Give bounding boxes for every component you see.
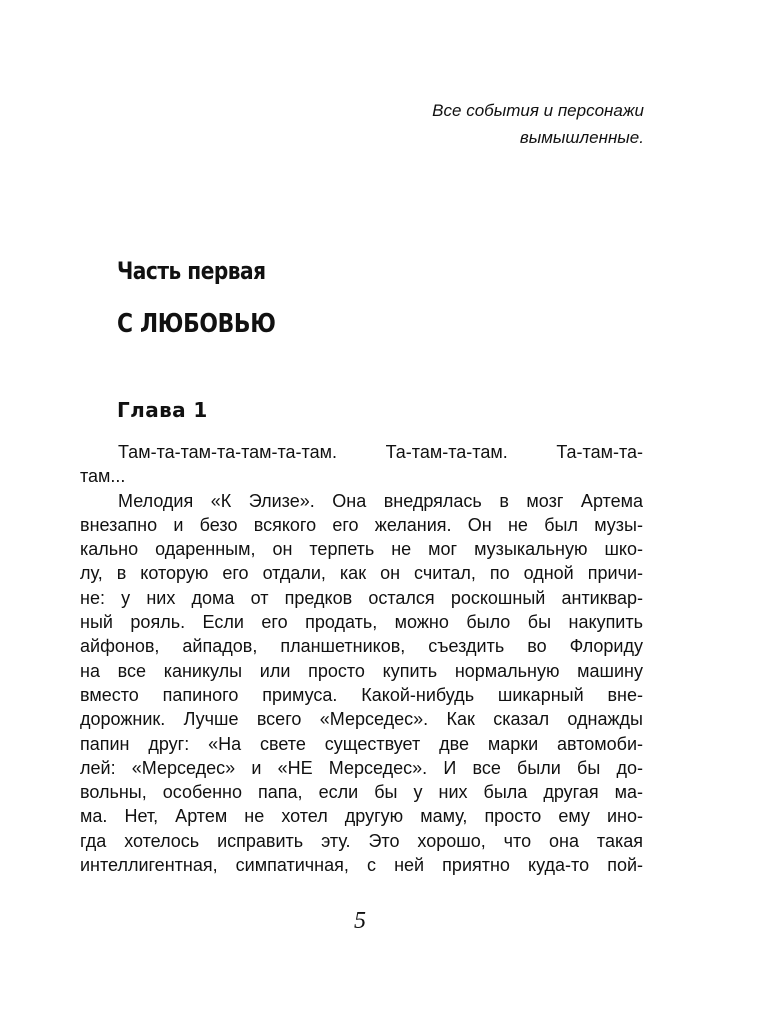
part-subtitle: С ЛЮБОВЬЮ <box>117 309 276 339</box>
text-line: Мелодия «К Элизе». Она внедрялась в мозг Артема <box>118 490 643 511</box>
part-title: Часть первая <box>117 257 266 285</box>
text-line: лу, в которую его отдали, как он считал, по одной причи- <box>80 563 643 584</box>
disclaimer-line-2: вымышленные. <box>519 128 644 147</box>
text-line: ный рояль. Если его продать, можно было бы накупить <box>80 612 643 633</box>
disclaimer-line-1: Все события и персонажи <box>432 101 644 120</box>
text-line: айфонов, айпадов, планшетников, съездить во Флориду <box>80 636 643 657</box>
text-line: дорожник. Лучше всего «Мерседес». Как сказал однажды <box>80 709 643 730</box>
text-line: вольны, особенно папа, если бы у них была другая ма- <box>80 782 643 803</box>
text-line: не: у них дома от предков остался роскошный антиквар- <box>80 587 643 608</box>
text-line: Там-та-там-та-там-та-там. Та-там-та-там. Та-там-та- <box>118 442 643 462</box>
text-line: внезапно и безо всякого его желания. Он не был музы- <box>80 514 643 535</box>
text-line: папин друг: «На свете существует две марки автомоби- <box>80 733 643 754</box>
chapter-title: Глава 1 <box>117 398 208 422</box>
text-line: лей: «Мерседес» и «НЕ Мерседес». И все были бы до- <box>80 757 643 778</box>
disclaimer <box>324 97 644 151</box>
text-line: ма. Нет, Артем не хотел другую маму, просто ему ино- <box>80 806 643 827</box>
text-line: кально одаренным, он терпеть не мог музыкальную шко- <box>80 539 643 560</box>
page-number: 5 <box>354 908 366 934</box>
text-line: там... <box>80 466 126 487</box>
text-line: гда хотелось исправить эту. Это хорошо, что она такая <box>80 830 643 851</box>
text-line: интеллигентная, симпатичная, с ней приятно куда-то пой- <box>80 855 643 876</box>
text-line: на все каникулы или просто купить нормальную машину <box>80 660 643 681</box>
text-line: вместо папиного примуса. Какой-нибудь шикарный вне- <box>80 684 643 705</box>
chapter-body-text <box>80 440 643 877</box>
